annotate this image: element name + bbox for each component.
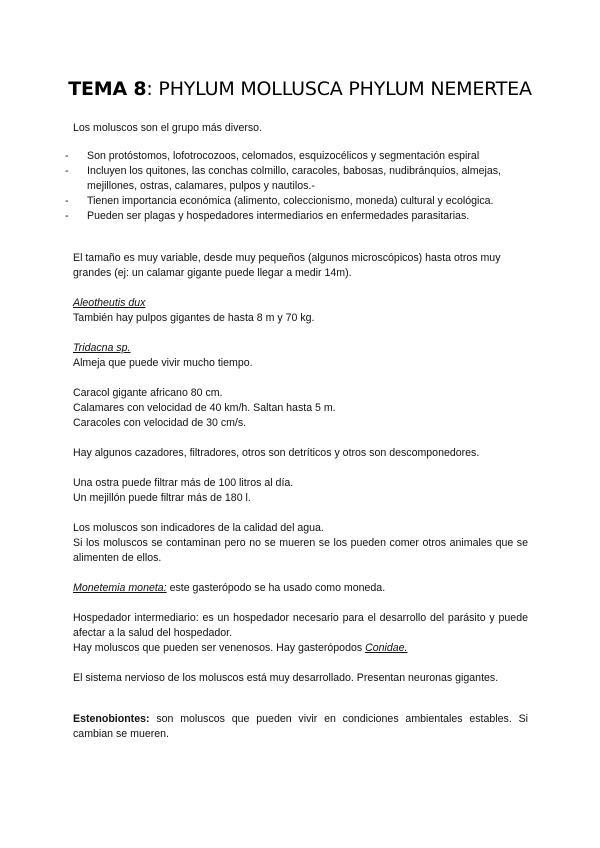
speed-line: Calamares con velocidad de 40 km/h. Saltan hasta 5 m. [73,402,336,414]
aleotheutis-name: Aleotheutis dux [73,297,146,309]
indicators-line: Los moluscos son indicadores de la calidad del agua. [73,522,324,534]
list-item: - Tienen importancia económica (alimento, coleccionismo, moneda) cultural y ecológica. [73,194,528,209]
esteno-text: son moluscos que pueden vivir en condiciones ambientales estables. Si cambian se mueren. [73,713,528,740]
indicators-line: Si los moluscos se contaminan pero no se mueren se los pueden comer otros animales que se alimenten de ellos. [73,537,528,564]
esteno-term: Estenobiontes: [73,713,150,725]
filter-line: Un mejillón puede filtrar más de 180 l. [73,492,251,504]
list-item: - Pueden ser plagas y hospedadores intermediarios en enfermedades parasitarias. [73,209,528,224]
monetemia-paragraph [73,581,528,596]
feeding-paragraph: Hay algunos cazadores, filtradores, otros son detríticos y otros son descomponedores. [73,447,480,459]
speed-line: Caracoles con velocidad de 30 cm/s. [73,417,247,429]
filter-line: Una ostra puede filtrar más de 100 litros al día. [73,477,294,489]
venom-text: Hay moluscos que pueden ser venenosos. Hay gasterópodos [73,642,366,654]
tridacna-text: Almeja que puede vivir mucho tiempo. [73,357,253,369]
speed-line: Caracol gigante africano 80 cm. [73,387,223,399]
page-title [0,78,600,100]
monetemia-text: este gasterópodo se ha usado como moneda. [166,582,386,594]
conidae-name: Conidae. [365,642,408,654]
features-list [73,149,528,224]
nervous-paragraph: El sistema nervioso de los moluscos está muy desarrollado. Presentan neuronas gigantes. [73,672,499,684]
size-paragraph: El tamaño es muy variable, desde muy pequeños (algunos microscópicos) hasta otros muy grandes (ej: un calamar gigante puede llegar a medir 14m). [73,252,501,279]
esteno-paragraph [73,712,528,742]
list-item: - Incluyen los quitones, las conchas colmillo, caracoles, babosas, nudibránquios, almejas, mejillones, ostras, calamares, pulpos y nautilos.- [73,164,528,194]
list-item: - Son protóstomos, lofotrocozoos, celomados, esquizocélicos y segmentación espiral [73,149,528,164]
document-body [73,121,528,742]
title-prefix: TEMA 8 [68,78,147,100]
monetemia-name: Monetemia moneta: [73,582,167,594]
tridacna-name: Tridacna sp. [73,342,131,354]
title-rest: : PHYLUM MOLLUSCA PHYLUM NEMERTEA [146,78,532,100]
hospedador-paragraph: Hospedador intermediario: es un hospedador necesario para el desarrollo del parásito y puede afectar a la salud del hospedador. [73,612,528,639]
aleotheutis-text: También hay pulpos gigantes de hasta 8 m y 70 kg. [73,312,315,324]
intro-paragraph: Los moluscos son el grupo más diverso. [73,122,263,134]
venom-paragraph [73,641,528,656]
